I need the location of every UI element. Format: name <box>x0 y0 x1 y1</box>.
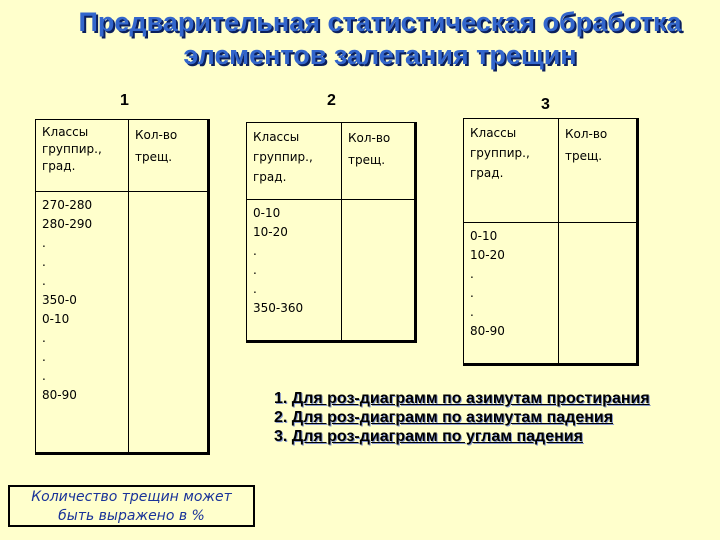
slide-title-line-2: элементов залегания трещин <box>183 40 577 70</box>
table-1-row: . <box>42 369 46 383</box>
note-item-3 <box>274 427 674 446</box>
table-1-row: 280-290 <box>42 217 93 231</box>
table-2-class-column <box>247 200 342 342</box>
table-1-header-count-line-2: трещ. <box>135 150 173 164</box>
table-3-class-column <box>464 223 559 365</box>
table-2-header-class-line-1: Классы <box>253 130 300 144</box>
table-2-row: 10-20 <box>253 225 288 239</box>
table-2-row: 0-10 <box>253 206 281 220</box>
table-1-row: 270-280 <box>42 198 93 212</box>
table-1-number: 1 <box>120 92 129 109</box>
callout-line-1: Количество трещин может <box>31 489 232 505</box>
table-1-header-class-line-1: Классы <box>42 125 89 139</box>
table-2-header-class-line-2: группир., <box>253 150 313 164</box>
table-3-row: . <box>470 305 474 319</box>
table-1-count-column <box>129 192 209 454</box>
table-2-header-count-line-2: трещ. <box>348 153 386 167</box>
note-number: 3. <box>274 428 292 445</box>
table-3-row: . <box>470 286 474 300</box>
table-1-row: . <box>42 350 46 364</box>
table-2-row: . <box>253 282 257 296</box>
table-3-row: 80-90 <box>470 324 505 338</box>
slide-title <box>0 6 720 72</box>
table-1-header-count <box>129 120 209 192</box>
table-2-number: 2 <box>327 92 336 109</box>
note-text: Для роз-диаграмм по азимутам падения <box>291 409 614 426</box>
table-3-row: . <box>470 267 474 281</box>
note-number: 1. <box>274 390 292 407</box>
table-3 <box>463 118 639 366</box>
table-3-header-class-line-2: группир., <box>470 146 530 160</box>
table-2-row: . <box>253 263 257 277</box>
table-2-row: 350-360 <box>253 301 304 315</box>
slide-title-line-1: Предварительная статистическая обработка <box>78 7 682 37</box>
table-3-row: 0-10 <box>470 229 498 243</box>
table-1-row: . <box>42 331 46 345</box>
note-text: Для роз-диаграмм по азимутам простирания <box>291 390 650 407</box>
table-1-header-count-line-1: Кол-во <box>135 128 178 142</box>
table-2-count-column <box>342 200 416 342</box>
table-2 <box>246 122 417 343</box>
table-1-row: . <box>42 255 46 269</box>
callout-line-2: быть выражено в % <box>58 508 205 524</box>
note-number: 2. <box>274 409 292 426</box>
table-3-header-count-line-1: Кол-во <box>565 127 608 141</box>
table-1-row: . <box>42 236 46 250</box>
table-3-header-class-line-3: град. <box>470 166 504 180</box>
table-3-header-class-line-1: Классы <box>470 126 517 140</box>
table-3-header-count-line-2: трещ. <box>565 149 603 163</box>
table-2-header-count <box>342 123 416 200</box>
note-text: Для роз-диаграмм по углам падения <box>291 428 583 445</box>
table-3-header-count <box>559 119 638 223</box>
note-item-1 <box>274 389 674 408</box>
table-1-header-class-line-3: град. <box>42 159 76 173</box>
table-3-count-column <box>559 223 638 365</box>
table-1-row: 80-90 <box>42 388 77 402</box>
table-3-header-class <box>464 119 559 223</box>
note-item-2 <box>274 408 674 427</box>
table-1-row: 0-10 <box>42 312 70 326</box>
table-1-class-column <box>36 192 129 454</box>
notes-list <box>274 389 674 446</box>
table-1 <box>35 119 210 455</box>
table-1-row: 350-0 <box>42 293 77 307</box>
table-2-header-class <box>247 123 342 200</box>
table-1-header-class-line-2: группир., <box>42 142 102 156</box>
percent-callout <box>8 485 255 527</box>
table-3-row: 10-20 <box>470 248 505 262</box>
table-3-number: 3 <box>541 96 550 113</box>
table-2-row: . <box>253 244 257 258</box>
table-1-header-class <box>36 120 129 192</box>
table-1-row: . <box>42 274 46 288</box>
table-2-header-class-line-3: град. <box>253 170 287 184</box>
table-2-header-count-line-1: Кол-во <box>348 131 391 145</box>
